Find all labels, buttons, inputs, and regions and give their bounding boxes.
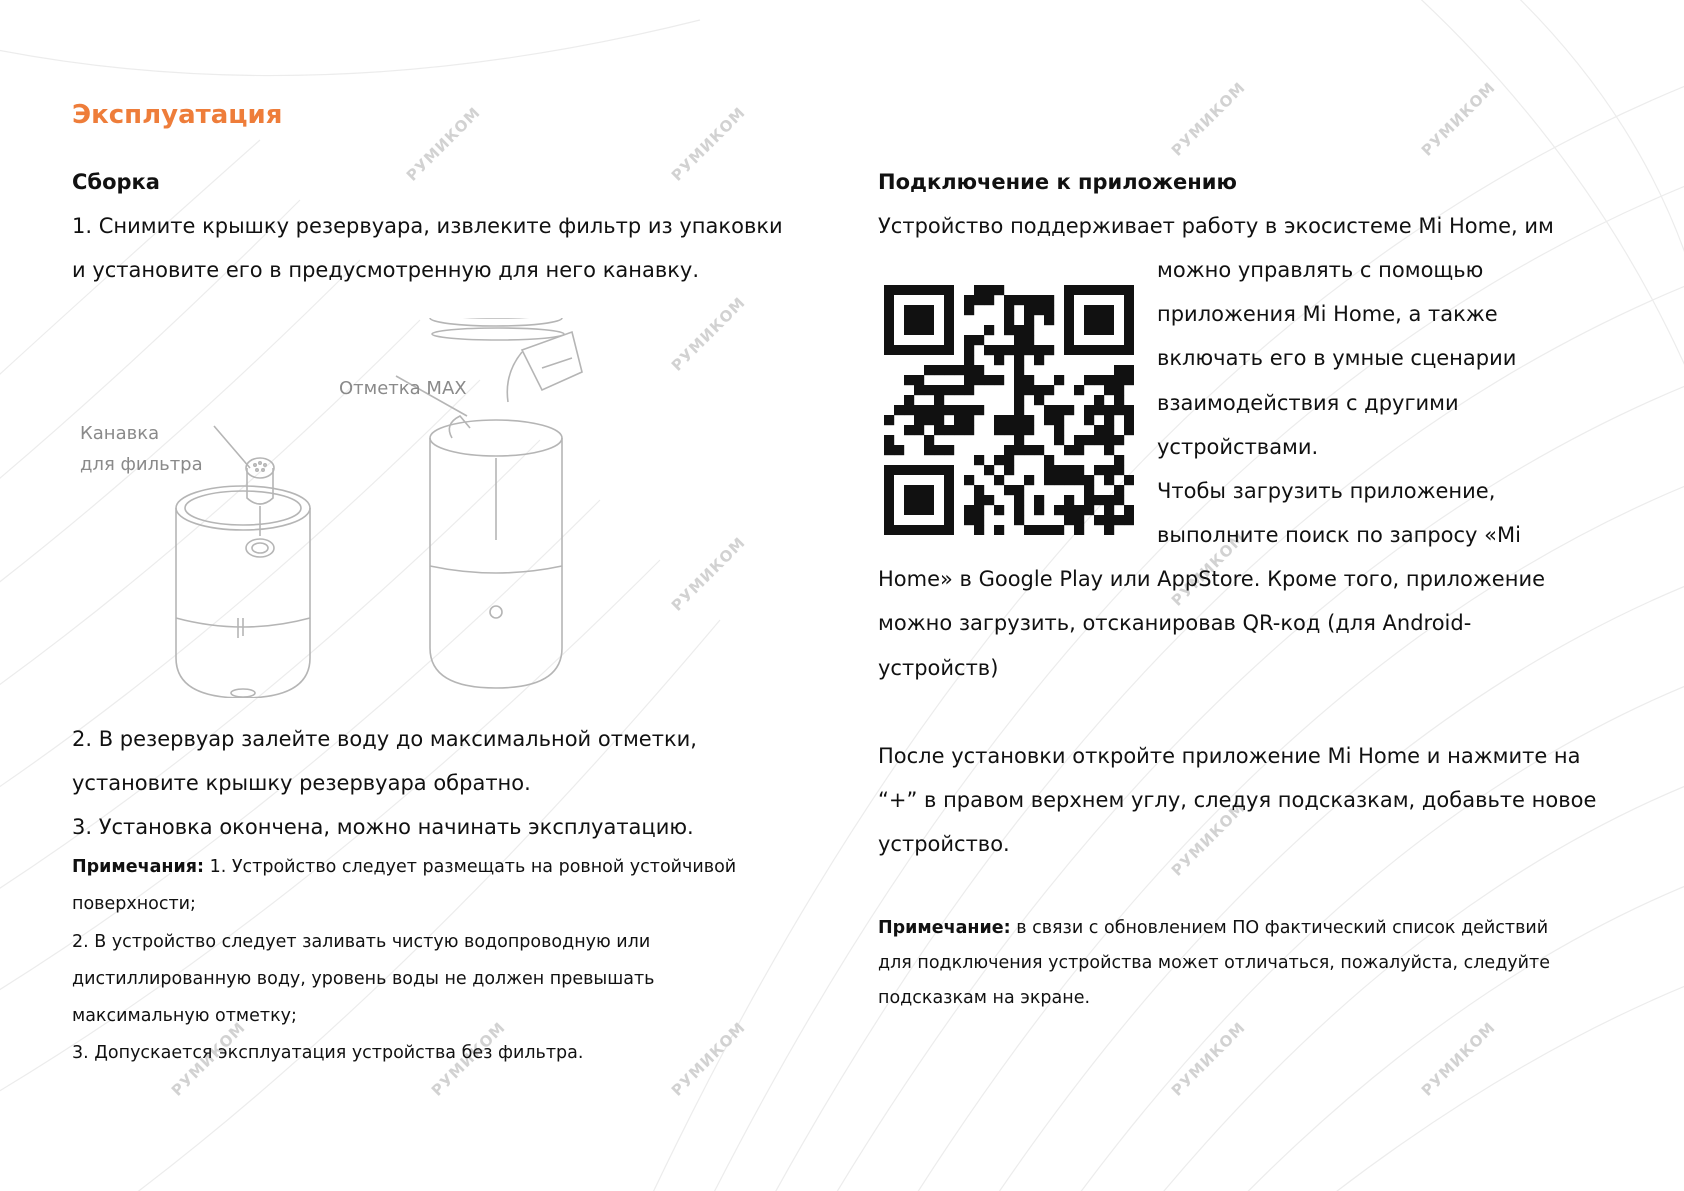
watermark: РУМИКОМ <box>1167 1018 1250 1100</box>
section-title: Эксплуатация <box>72 100 283 130</box>
watermark: РУМИКОМ <box>427 1018 510 1100</box>
app-note-line2: для подключения устройства может отличаться, пожалуйста, следуйте <box>878 953 1550 973</box>
app-note-line1-text: в связи с обновлением ПО фактический список действий <box>1010 918 1549 938</box>
app-line4: включать его в умные сценарии <box>1157 346 1517 370</box>
watermark: РУМИКОМ <box>667 293 750 375</box>
assembly-step3: 3. Установка окончена, можно начинать эксплуатацию. <box>72 815 694 839</box>
app-note-line1 <box>878 918 1548 938</box>
app-note-line3: подсказкам на экране. <box>878 988 1091 1008</box>
app-line5: взаимодействия с другими <box>1157 391 1459 415</box>
notes-line6: 3. Допускается эксплуатация устройства без фильтра. <box>72 1043 584 1063</box>
notes-line1-text: 1. Устройство следует размещать на ровной устойчивой <box>204 857 737 877</box>
app-note-label: Примечание: <box>878 918 1011 938</box>
watermark: РУМИКОМ <box>402 103 485 185</box>
app-after-line2: “+” в правом верхнем углу, следуя подсказкам, добавьте новое <box>878 788 1597 812</box>
app-line11: устройств) <box>878 656 999 680</box>
watermark: РУМИКОМ <box>1417 78 1500 160</box>
notes-line1 <box>72 857 736 877</box>
app-heading: Подключение к приложению <box>878 170 1237 194</box>
assembly-step1-line2: и установите его в предусмотренную для него канавку. <box>72 258 700 282</box>
app-line2: можно управлять с помощью <box>1157 258 1484 282</box>
tank-lid <box>428 326 568 342</box>
watermark: РУМИКОМ <box>1167 78 1250 160</box>
watermark: РУМИКОМ <box>1417 1018 1500 1100</box>
notes-line2: поверхности; <box>72 894 196 914</box>
qr-code <box>884 285 1134 535</box>
assembly-heading: Сборка <box>72 170 160 194</box>
notes-line4: дистиллированную воду, уровень воды не должен превышать <box>72 969 655 989</box>
watermark: РУМИКОМ <box>167 1018 250 1100</box>
notes-line5: максимальную отметку; <box>72 1006 297 1026</box>
app-line1: Устройство поддерживает работу в экосистеме Mi Home, им <box>878 214 1554 238</box>
app-after-line1: После установки откройте приложение Mi Home и нажмите на <box>878 744 1581 768</box>
watermark: РУМИКОМ <box>1167 528 1250 610</box>
watermark: РУМИКОМ <box>667 103 750 185</box>
watermark: РУМИКОМ <box>1167 798 1250 880</box>
label-filter-groove-line2: для фильтра <box>80 454 203 475</box>
label-filter-groove-line1: Канавка <box>80 423 160 444</box>
watermark: РУМИКОМ <box>667 533 750 615</box>
app-after-line3: устройство. <box>878 832 1010 856</box>
app-line10: можно загрузить, отсканировав QR-код (для Android- <box>878 611 1472 635</box>
label-max-mark: Отметка MAX <box>339 378 467 399</box>
assembly-step1-line1: 1. Снимите крышку резервуара, извлеките фильтр из упаковки <box>72 214 783 238</box>
assembly-step2-line1: 2. В резервуар залейте воду до максимальной отметки, <box>72 727 697 751</box>
app-line3: приложения Mi Home, а также <box>1157 302 1498 326</box>
humidifier-assembly-illustration <box>72 318 632 698</box>
notes-label: Примечания: <box>72 857 205 877</box>
app-line7: Чтобы загрузить приложение, <box>1157 479 1496 503</box>
app-line6: устройствами. <box>1157 435 1319 459</box>
notes-line3: 2. В устройство следует заливать чистую водопроводную или <box>72 932 651 952</box>
watermark: РУМИКОМ <box>667 1018 750 1100</box>
assembly-step2-line2: установите крышку резервуара обратно. <box>72 771 531 795</box>
app-line9: Home» в Google Play или AppStore. Кроме того, приложение <box>878 567 1546 591</box>
app-line8: выполните поиск по запросу «Mi <box>1157 523 1521 547</box>
